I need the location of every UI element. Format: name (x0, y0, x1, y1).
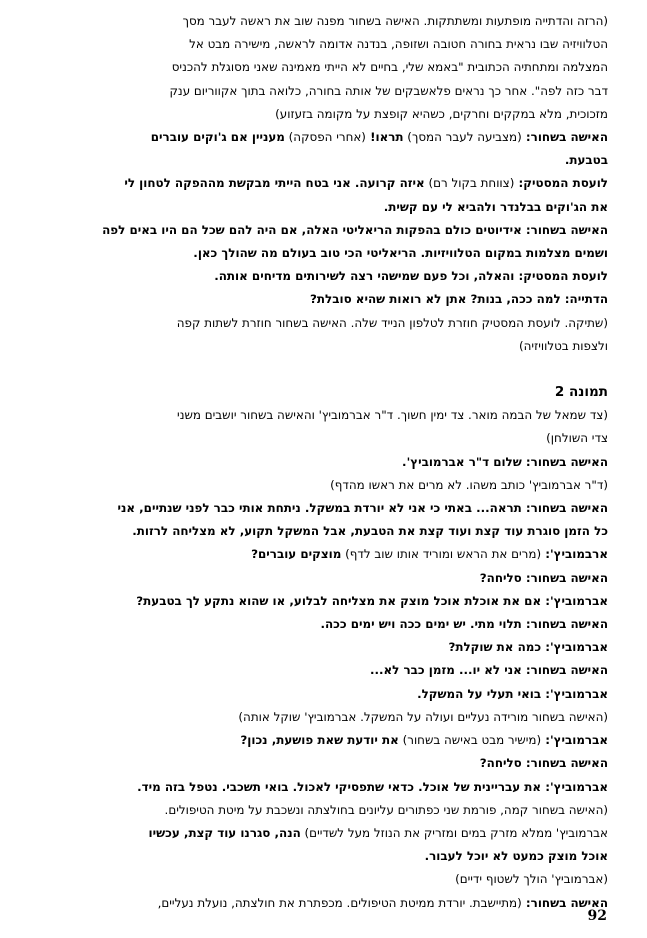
text-line (41, 567, 608, 590)
dialogue-text: את הג'וקים בבלנדר ולהביא לי עם קשית. (383, 199, 608, 214)
dialogue-text: לועסת המסטיק: (514, 176, 608, 191)
stage-direction: אברמוביץ' ממלא מזרק במים ומזריק את הנוזל מעל לשדיים) (300, 825, 608, 840)
stage-direction: (מתיישבת. יורדת ממיטת הטיפולים. מכפתרת את חולצתה, נועלת נעליים, (157, 895, 522, 910)
dialogue-text: בטבעת. (564, 153, 608, 168)
stage-direction: (שתיקה. לועסת המסטיק חוזרת לטלפון הנייד שלה. האישה בשחור חוזרת לשתות קפה (176, 315, 608, 330)
dialogue-text: האישה בשחור: (521, 130, 608, 145)
text-line (41, 10, 608, 33)
text-line (41, 683, 608, 706)
stage-direction: (צווחת בקול רם) (424, 176, 515, 191)
text-line (41, 706, 608, 729)
text-line (41, 822, 608, 845)
dialogue-text: איזה קרועה. אני בטח הייתי מבקשת מההפקה לטחון לי (124, 176, 425, 191)
scene-title: תמונה 2 (554, 384, 608, 401)
dialogue-text: מוצקים עוברים? (251, 547, 342, 562)
text-line (41, 892, 608, 915)
text-line (41, 799, 608, 822)
text-line (41, 543, 608, 566)
text-line (41, 845, 608, 868)
dialogue-text: האישה בשחור: (521, 895, 608, 910)
stage-direction: (מישיר מבט באישה בשחור) (398, 733, 542, 748)
dialogue-text: האישה בשחור: תראה... באתי כי אני לא יורדת במשקל. ניתחת אותי כבר לפני שנתיים, אני (117, 501, 608, 516)
text-line (41, 497, 608, 520)
dialogue-text: ארבמוביץ': (541, 547, 608, 562)
text-line (41, 56, 608, 79)
dialogue-text: אברמוביץ': בואי תעלי על המשקל. (417, 686, 608, 701)
scene-2-dialogue (41, 404, 608, 914)
text-line (41, 265, 608, 288)
text-line (41, 659, 608, 682)
text-line (41, 126, 608, 149)
stage-direction: (צד שמאל של הבמה מואר. צד ימין חשוך. ד"ר אברמוביץ' והאישה בשחור יושבים משני (177, 408, 608, 423)
dialogue-text: האישה בשחור: שלום ד"ר אברמוביץ'. (402, 454, 608, 469)
stage-direction: (האישה בשחור קמה, פורמת שני כפתורים עליונים בחולצתה ונשכבת על מיטת הטיפולים. (164, 802, 608, 817)
text-line (41, 103, 608, 126)
scene-gap (41, 358, 608, 381)
text-line (41, 613, 608, 636)
stage-direction: (הרזה והדתייה מופתעות ומשתתקות. האישה בשחור מפנה שוב את ראשה לעבר מסך (182, 14, 608, 28)
text-line (41, 636, 608, 659)
text-line (41, 149, 608, 172)
stage-direction: צדי השולחן) (546, 431, 608, 446)
text-line (41, 196, 608, 219)
text-line (41, 729, 608, 752)
dialogue-text: אברמוביץ': כמה את שוקלת? (448, 640, 608, 655)
text-line (41, 33, 608, 56)
text-line (41, 868, 608, 891)
stage-direction: (ד"ר אברמוביץ' כותב משהו. לא מרים את ראשו מהדף) (330, 477, 608, 492)
dialogue-text: כל הזמן סוגרת עוד קצת ועוד קצת את הטבעת, אבל המשקל תקוע, לא מצליחה לרזות. (132, 524, 608, 539)
text-line (41, 776, 608, 799)
scene-1-dialogue (41, 10, 608, 358)
stage-direction: המצלמה ומתחתיה הכתובית "באמא שלי, בחיים לא הייתי מאמינה שאני מסוגלת להכניס (171, 60, 608, 75)
text-line (41, 752, 608, 775)
text-line (41, 242, 608, 265)
dialogue-text: את יודעת שאת פושעת, נכון? (240, 733, 399, 748)
stage-direction: (מרים את הראש ומוריד אותו שוב לדף) (341, 547, 542, 562)
dialogue-text: הנה, סגרנו עוד קצת, עכשיו (148, 825, 301, 840)
text-line (41, 404, 608, 427)
dialogue-text: לועסת המסטיק: והאלה, וכל פעם שמישהי רצה לשירותים מדיחים אותה. (214, 269, 608, 284)
dialogue-text: האישה בשחור: אידיוטים כולם בהפקות הריאליטי האלה, אם היה להם שכל הם היו באים לפה (102, 222, 608, 237)
dialogue-text: תראו! (365, 130, 404, 145)
dialogue-text: האישה בשחור: סליחה? (479, 756, 608, 771)
text-line (41, 172, 608, 195)
stage-direction: ולצפות בטלוויזיה) (519, 338, 608, 353)
dialogue-text: ושמים מצלמות במקום הטלוויזיות. הריאליטי הכי טוב בעולם מה שהולך כאן. (193, 246, 608, 261)
text-line (41, 474, 608, 497)
text-line (41, 312, 608, 335)
dialogue-text: אוכל מוצק כמעט לא יוכל לעבור. (424, 849, 608, 864)
dialogue-text: האישה בשחור: אני לא יו... מזמן כבר לא... (369, 663, 608, 678)
text-line (41, 288, 608, 311)
stage-direction: הטלוויזיה שבו נראית בחורה חטובה ושזופה, בנדנה אדומה לראשה, מישירה מבט אל (189, 37, 608, 52)
stage-direction: (אחרי הפסקה) (284, 130, 366, 145)
stage-direction: דבר כזה לפה". אחר כך נראים פלאשבקים של אותה בחורה, כלואה בתוך אקווריום ענק (169, 83, 608, 98)
text-line (41, 219, 608, 242)
stage-direction: (האישה בשחור מורידה נעליים ועולה על המשקל. אברמוביץ' שוקל אותה) (238, 709, 608, 724)
dialogue-text: אברמוביץ': אם את אוכלת אוכל מוצק את מצליחה לבלוע, או שהוא נתקע לך בטבעת? (136, 593, 608, 608)
dialogue-text: מעניין אם ג'וקים עוברים (150, 130, 285, 145)
page-number: 92 (587, 908, 607, 924)
stage-direction: (אברמוביץ' הולך לשטוף ידיים) (455, 872, 608, 887)
dialogue-text: אברמוביץ': (541, 733, 608, 748)
text-line (41, 520, 608, 543)
text-line (41, 590, 608, 613)
text-line (41, 80, 608, 103)
dialogue-text: האישה בשחור: סליחה? (479, 570, 608, 585)
text-line (41, 451, 608, 474)
text-line (41, 427, 608, 450)
dialogue-text: הדתייה: למה ככה, בנות? אתן לא רואות שהיא סובלת? (310, 292, 608, 307)
stage-direction: (מצביעה לעבר המסך) (403, 130, 522, 145)
dialogue-text: אברמוביץ': את עבריינית של אוכל. כדאי שתפסיקי לאכול. בואי תשכבי. נטפל בזה מיד. (137, 779, 608, 794)
dialogue-text: האישה בשחור: תלוי מתי. יש ימים ככה ויש ימים ככה. (320, 617, 608, 632)
stage-direction: מזכוכית, מלא במקקים וחרקים, כשהיא קופצת על מקומה בזעזוע) (275, 106, 608, 121)
text-line (41, 335, 608, 358)
